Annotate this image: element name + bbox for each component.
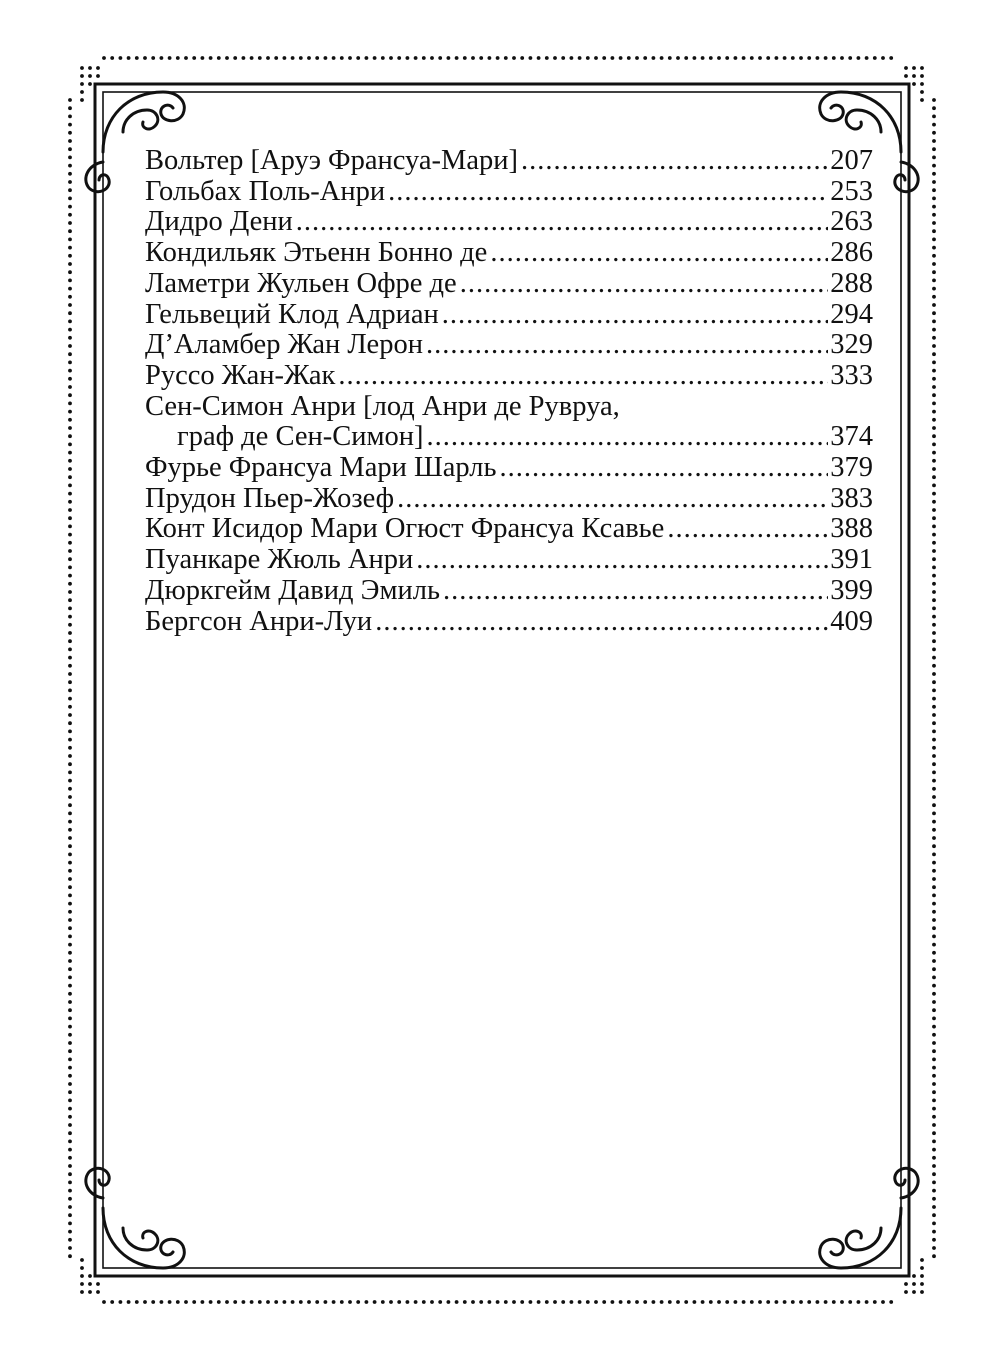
dot-leader	[397, 484, 828, 515]
toc-entry-title: Кондильяк Этьенн Бонно де	[145, 237, 488, 269]
toc-page-number: 253	[830, 175, 873, 207]
dot-leader	[667, 514, 828, 545]
toc-page-number: 288	[830, 267, 873, 299]
toc-line	[145, 300, 873, 331]
toc-line	[145, 392, 873, 423]
toc-entry	[145, 607, 873, 638]
toc-entry-title: Руссо Жан-Жак	[145, 359, 336, 391]
toc-line	[145, 514, 873, 545]
toc-line	[145, 576, 873, 607]
toc-line	[145, 238, 873, 269]
dot-leader	[296, 207, 828, 238]
toc-page-number: 383	[830, 482, 873, 514]
toc-entry-title: Прудон Пьер-Жозеф	[145, 482, 395, 514]
dot-leader	[338, 361, 828, 392]
dot-leader	[388, 177, 828, 208]
toc-line	[145, 146, 873, 177]
toc-line	[145, 545, 873, 576]
toc-entry-title: Конт Исидор Мари Огюст Франсуа Ксавье	[145, 513, 665, 545]
dot-leader	[427, 422, 829, 453]
toc-page-number: 388	[830, 513, 873, 545]
toc-entry	[145, 453, 873, 484]
toc-line	[145, 484, 873, 515]
toc-entry	[145, 484, 873, 515]
toc-entry	[145, 146, 873, 177]
toc-entry	[145, 238, 873, 269]
toc-entry-title: Д’Аламбер Жан Лерон	[145, 329, 423, 361]
toc-line	[145, 330, 873, 361]
toc-line	[145, 422, 873, 453]
toc-page-number: 286	[830, 237, 873, 269]
toc-line	[145, 361, 873, 392]
toc-entry-title: Гольбах Поль-Анри	[145, 175, 386, 207]
table-of-contents	[145, 146, 873, 637]
dot-leader	[490, 238, 828, 269]
toc-entry	[145, 545, 873, 576]
toc-line	[145, 453, 873, 484]
toc-page-number: 399	[830, 574, 873, 606]
dot-leader	[521, 146, 828, 177]
toc-line	[145, 177, 873, 208]
toc-line	[145, 207, 873, 238]
dot-leader	[426, 330, 828, 361]
toc-entry	[145, 514, 873, 545]
toc-entry-title: Гельвеций Клод Адриан	[145, 298, 439, 330]
toc-entry-title: граф де Сен-Симон]	[177, 421, 424, 453]
dot-leader	[416, 545, 828, 576]
toc-entry-title: Ламетри Жульен Офре де	[145, 267, 457, 299]
toc-entry	[145, 361, 873, 392]
toc-entry-title: Дидро Дени	[145, 206, 293, 238]
dot-leader	[443, 576, 828, 607]
toc-entry-title: Дюркгейм Давид Эмиль	[145, 574, 440, 606]
toc-line	[145, 269, 873, 300]
toc-entry-title: Пуанкаре Жюль Анри	[145, 544, 414, 576]
toc-entry	[145, 300, 873, 331]
toc-page-number: 207	[830, 145, 873, 176]
dot-leader	[442, 300, 828, 331]
toc-page-number: 391	[830, 544, 873, 576]
toc-page-number: 329	[830, 329, 873, 361]
toc-entry	[145, 269, 873, 300]
toc-entry-title: Вольтер [Аруэ Франсуа-Мари]	[145, 145, 518, 176]
toc-line	[145, 607, 873, 638]
dot-leader	[500, 453, 829, 484]
toc-entry	[145, 207, 873, 238]
toc-page-number: 294	[830, 298, 873, 330]
toc-page-number: 333	[830, 359, 873, 391]
toc-page-number: 374	[830, 421, 873, 453]
toc-entry	[145, 177, 873, 208]
toc-page-number: 379	[830, 452, 873, 484]
toc-page-number: 263	[830, 206, 873, 238]
toc-entry-title: Сен-Симон Анри [лод Анри де Рувруа,	[145, 390, 620, 422]
dot-leader	[375, 607, 828, 638]
dot-leader	[460, 269, 829, 300]
toc-entry-title: Бергсон Анри-Луи	[145, 605, 373, 637]
toc-entry	[145, 392, 873, 453]
toc-entry-title: Фурье Франсуа Мари Шарль	[145, 452, 497, 484]
toc-entry	[145, 576, 873, 607]
toc-page-number: 409	[830, 605, 873, 637]
toc-entry	[145, 330, 873, 361]
